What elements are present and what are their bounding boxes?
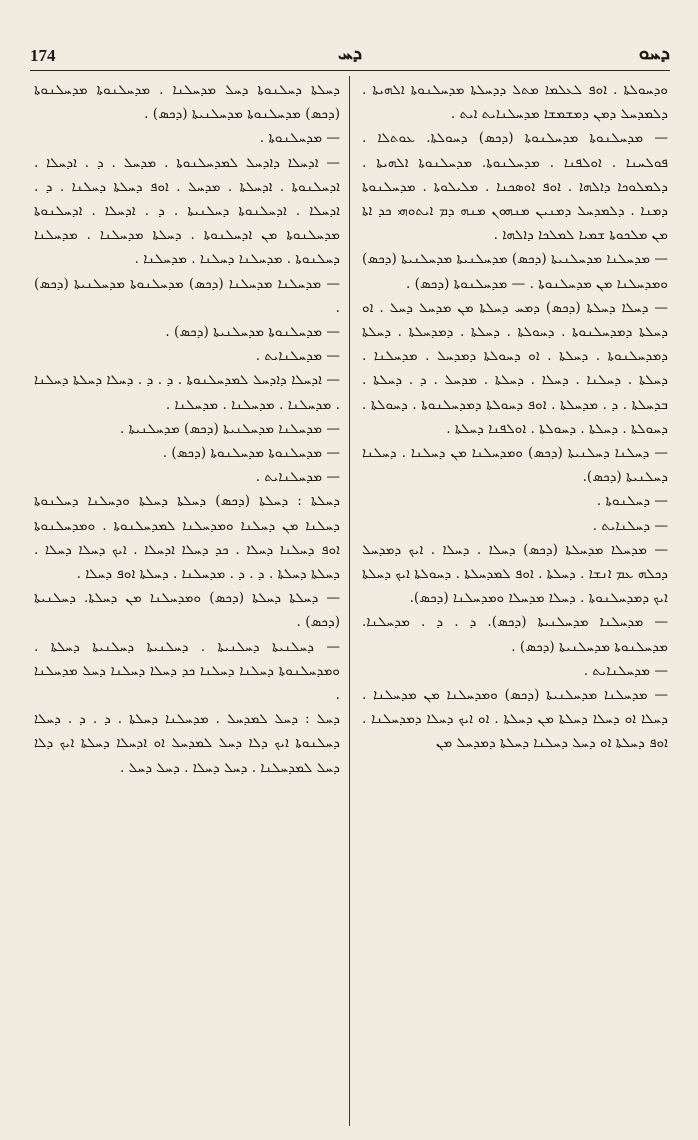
header-rule	[30, 70, 670, 71]
dictionary-entry: — ܕܚܠܢܘܬܐ .	[596, 493, 668, 510]
dictionary-entry: — ܡܕܚܠܢܘܬܐ ܡܕܚܠܢܘܬܐ (ܕܟܣ) ܕܚܘܠܬܐ. ܥܘܬܠܐ . ܦܘܠܚܢܐ . ܐܘܠܦܢܐ . ܡܕܚܠܢܘܬܐ. ܡܕܚܠܢܘܬܐ ܐܠܗܝܬܐ . ܕܠܡܠܘܟܐ ܕܐܠܗܐ . ܐܘܦ ܐܘܣܟܢܐ . ܡܠܝܠܘܬܐ . ܡܕܚܠܢܘܬܐ ܕܡܢܐ . ܕܠܡܕܚܠ ܕܡܢܝܢ ܡܢܗܘܢ ܡܢܗ ܕܡ ܐܝܬܘܗܝ ܟܕ ܐܬܐ ܡܢ ܡܠܟܘܬܐ ܫܡܝܐ ܠܡܠܟܐ ܕܐܠܗܐ .	[362, 130, 668, 244]
dictionary-entry: — ܕܚܠܢܝܬܐ ܕܚܠܢܝܬܐ . ܕܚܠܢܝܬܐ ܕܚܠܢܝܬܐ ܕܚܠܬܐ . ܘܡܕܚܠܢܘܬܐ ܕܚܠܢܐ ܕܚܠܢܐ ܟܕ ܕܚܠܐ ܕܚܠܢܐ ܕܚܠ ܡܕܚܠܢܐ .	[34, 638, 340, 704]
dictionary-entry: — ܡܕܚܠܢܐ ܡܕܚܠܢܐ (ܕܟܣ) ܡܕܚܠܢܘܬܐ ܡܕܚܠܢܝܬܐ (ܕܟܣ) .	[34, 275, 340, 316]
dictionary-entry: — ܡܕܚܠܢܘܬܐ ܡܕܚܠܢܝܬܐ (ܕܟܣ) .	[165, 324, 340, 341]
page-header	[30, 42, 670, 72]
dictionary-entry: — ܡܕܚܠܢܐ ܡܕܚܠܢܝܬܐ (ܕܟܣ). ܕ . ܕ . ܡܕܚܠܢܐ. ܡܕܚܠܢܘܬܐ ܡܕܚܠܢܝܬܐ (ܕܟܣ) .	[362, 614, 668, 655]
dictionary-entry: — ܕܚܠܬܐ ܕܚܠܬܐ (ܕܟܣ) ܘܡܕܚܠܢܐ ܡܢ ܕܚܠܬܐ. ܕܚܠܢܝܬܐ (ܕܟܣ) .	[34, 590, 340, 631]
dictionary-entry: — ܕܚܠܢܐܝܬ .	[592, 517, 668, 534]
running-head: ܕܚ	[337, 42, 363, 64]
dictionary-entry: ܕܚܠܬܐ : ܕܚܠܬܐ (ܕܟܣ) ܕܚܠܬܐ ܕܚܠܬܐ ܘܕܚܠܢܐ ܕܚܠܢܘܬܐ ܕܚܠܢܐ ܡܢ ܕܚܠܢܐ ܘܡܕܚܠܢܐ ܠܡܕܚܠܢܘܬܐ . ܘܡܕܚܠܢܘܬܐ ܐܘܦ ܕܚܠܢܐ ܕܚܠܐ . ܟܕ ܕܚܠܐ ܐܕܚܠܐ . ܐܝܟ ܕܚܠܐ ܕܚܠܐ . ܕܚܠܬܐ ܕܚܠܬܐ . ܕ . ܕ . ܡܕܚܠܢܐ . ܕܚܠܬܐ ܐܘܦ ܕܚܠܐ .	[34, 493, 340, 583]
dictionary-entry: — ܡܕܚܠܢܐܝܬ .	[255, 348, 340, 365]
right-column	[362, 78, 668, 1126]
column-divider	[349, 76, 350, 1126]
dictionary-entry: ܕܚܠܬܐ ܕܚܠܢܘܬܐ ܕܚܠ ܡܕܚܠܢܐ . ܡܕܚܠܢܘܬܐ ܡܕܚܠܢܘܬܐ (ܕܟܣ) ܡܕܚܠܢܘܬܐ ܡܕܚܠܢܝܬܐ (ܕܟܣ) .	[34, 82, 340, 123]
dictionary-entry: — ܐܕܚܠܐ ܕܐܕܚܠ ܠܡܕܚܠܢܘܬܐ . ܕ . ܕ . ܕܚܠܐ ܕܚܠܬܐ ܕܚܠܢܐ . ܡܕܚܠܢܐ . ܡܕܚܠܢܐ . ܡܕܚܠܢܐ .	[34, 372, 340, 413]
running-head-right: ܕܚܘ	[638, 42, 670, 64]
dictionary-entry: — ܡܕܚܠܢܐ ܡܕܚܠܢܝܬܐ (ܕܟܣ) ܡܕܚܠܢܝܬܐ .	[120, 420, 340, 437]
dictionary-entry: ܘܕܚܘܠܬܐ . ܐܘܦ ܠܥܠܡܐ ܡܬܠ ܕܕܚܠܬܐ ܡܕܚܠܢܘܬܐ ܐܠܗܝܬܐ . ܕܠܡܕܚܠ ܕܡܢ ܕܡܫܡܫܐ ܡܕܚܠܢܐܝܬ ܐܝܬ .	[362, 82, 668, 123]
dictionary-entry: — ܕܚܠܢܐ ܕܚܠܢܝܬܐ (ܕܟܣ) ܘܡܕܚܠܢܐ ܡܢ ܕܚܠܢܐ . ܕܚܠܢܐ ܕܚܠܢܝܬܐ (ܕܟܣ).	[362, 445, 668, 486]
dictionary-entry: ܕܚܠ : ܕܚܠ ܠܡܕܚܠ . ܡܕܚܠܢܐ ܕܚܠܬܐ . ܕ . ܕ . ܕܚܠܐ ܕܚܠܢܘܬܐ ܐܝܟ ܕܠܐ ܕܚܠ ܠܡܕܚܠ ܐܘ ܐܕܚܠܐ ܕܚܠܬܐ ܐܝܟ ܕܠܐ ܕܚܠ ܠܡܕܚܠܢܐ . ܕܚܠ ܕܚܠܐ . ܕܚܠ ܕܚܠ .	[34, 711, 340, 776]
dictionary-entry: — ܡܕܚܠܐ ܡܕܚܠܬܐ (ܕܟܣ) ܕܚܠܐ . ܕܚܠܐ . ܐܝܟ ܕܡܕܚܠ ܕܟܠܗ ܥܡ ܐܢܫܐ . ܕܚܠܬܐ . ܐܘܦ ܠܡܕܚܠܬܐ . ܕܚܘܠܬܐ ܐܝܟ ܕܚܠܬܐ ܐܝܟ ܕܡܕܚܠܢܘܬܐ . ܕܚܠܐ ܡܕܚܠܐ ܘܡܕܚܠܢܐ (ܕܟܣ).	[362, 541, 668, 607]
dictionary-entry: — ܡܕܚܠܢܐܝܬ .	[583, 662, 668, 679]
dictionary-entry: — ܐܕܚܠܐ ܕܐܕܚܠ ܠܡܕܚܠܢܘܬܐ . ܡܕܚܠ . ܕ . ܐܕܚܠܐ . ܐܕܚܠܢܘܬܐ . ܐܕܚܠܬܐ . ܡܕܚܠ . ܐܘܦ ܕܚܠܬܐ ܕܚܠܢܐ . ܕ . ܐܕܚܠܐ . ܐܕܚܠܢܘܬܐ ܕܚܠܢܝܬܐ . ܕ . ܐܕܚܠܐ . ܐܕܚܠܢܘܬܐ ܡܕܚܠܢܘܬܐ ܡܢ ܐܕܚܠܢܘܬܐ . ܕܚܠܬܐ ܡܕܚܠܢܐ . ܡܕܚܠܢܐ ܕܚܠܢܘܬܐ . ܡܕܚܠܢܐ ܕܚܠܢܐ . ܡܕܚܠܢܐ .	[34, 154, 340, 268]
dictionary-entry: — ܡܕܚܠܢܐܝܬ .	[255, 469, 340, 486]
dictionary-entry: — ܡܕܚܠܢܘܬܐ ܡܕܚܠܢܘܬܐ (ܕܟܣ) .	[162, 445, 340, 462]
left-column	[34, 78, 340, 1126]
dictionary-entry: — ܕܚܠܐ ܕܚܠܬܐ (ܕܟܣ) ܕܡܚ ܕܚܠܬܐ ܡܢ ܡܕܚܠ ܕܚܠ . ܐܘ ܕܚܠܬܐ ܕܡܕܚܠܢܘܬܐ . ܕܚܘܠܬܐ . ܕܚܠܬܐ . ܕܡܕܚܠܬܐ . ܕܚܠܬܐ ܕܡܕܚܠܢܘܬܐ . ܕܚܠܬܐ . ܐܘ ܕܚܘܠܬܐ ܕܡܕܚܠ . ܡܕܚܠܢܐ . ܕܚܠܬܐ . ܕܚܠܢܐ . ܕܚܠܐ . ܕܚܠܬܐ . ܡܕܚܠ . ܕ . ܕܚܠܬܐ . ܒܕܚܠܬܐ . ܕ . ܡܕܚܠܬܐ . ܐܘܦ ܕܚܘܠܬܐ ܕܡܕܚܠܢܘܬܐ . ܕܚܘܠܬܐ . ܕܚܘܠܬܐ . ܕܚܠܬܐ . ܕܚܘܠܬܐ . ܐܘܠܦܢܐ ܕܚܠܬܐ .	[362, 299, 668, 437]
dictionary-entry: — ܡܕܚܠܢܘܬܐ .	[259, 130, 340, 147]
dictionary-entry: — ܡܕܚܠܢܐ ܡܕܚܠܢܝܬܐ (ܕܟܣ) ܡܕܚܠܢܝܬܐ ܡܕܚܠܢܝܬܐ (ܕܟܣ) ܘܡܕܚܠܢܐ ܡܢ ܡܕܚܠܢܘܬܐ . — ܡܕܚܠܢܘܬܐ (ܕܟܣ) .	[362, 251, 668, 292]
dictionary-entry: — ܡܕܚܠܢܐ ܡܕܚܠܢܝܬܐ (ܕܟܣ) ܘܡܕܚܠܢܐ ܡܢ ܡܕܚܠܢܐ . ܕܚܠܐ ܐܘ ܕܚܠܐ ܕܚܠܬܐ ܡܢ ܕܚܠܬܐ . ܐܘ ܐܝܟ ܕܚܠܐ ܕܡܕܚܠܢܐ . ܐܘܦ ܕܚܠܬܐ ܐܘ ܕܚܠ ܕܚܠܢܐ ܕܚܠܬܐ ܕܡܕܚܠ ܡܢ	[362, 687, 668, 752]
page-number: 174	[30, 46, 56, 65]
